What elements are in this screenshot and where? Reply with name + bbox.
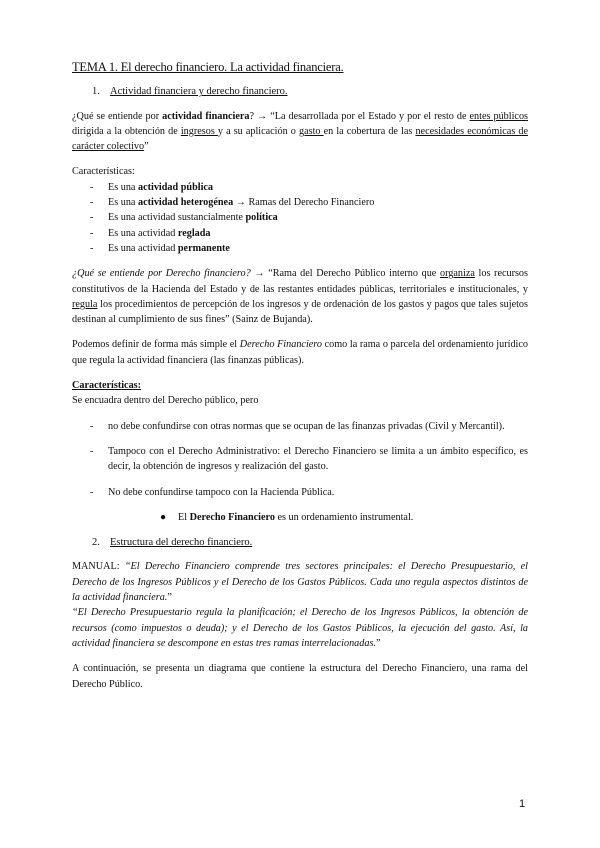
italic-term: Derecho Financiero <box>239 339 322 351</box>
text-run: y a su aplicación o <box>217 125 299 137</box>
underlined-term: entes públicos <box>469 110 529 122</box>
characteristics-heading: Características: <box>72 380 142 392</box>
underlined-term: gasto <box>299 125 324 137</box>
section-number: 1. <box>92 86 100 98</box>
underlined-term: ingresos <box>180 125 218 137</box>
dash-marker: - <box>90 420 94 432</box>
italic-question: ¿Qué se entiende por Derecho financiero? <box>72 268 251 280</box>
exclusions-list <box>72 419 528 434</box>
section-number: 2. <box>92 537 100 549</box>
section-heading-1 <box>92 84 528 99</box>
dash-marker: - <box>90 486 94 498</box>
manual-quote-2: “El Derecho Presupuestario regula la planificación; el Derecho de los Ingresos Públicos, la obtención de recursos (como impuestos o deuda); y el Derecho de los Gastos Públicos, la ejecución del gasto. Así, la actividad financiera se descompone en estas tres ramas interrelacionadas.” <box>72 607 528 649</box>
section-label: Actividad financiera y derecho financiero. <box>110 86 288 98</box>
bullet-dot-icon: ● <box>160 511 167 523</box>
list-item: - Es una actividad sustancialmente política <box>72 210 528 225</box>
paragraph-actividad-financiera <box>72 109 528 155</box>
manual-label: MANUAL: <box>72 561 125 573</box>
dash-marker: - <box>90 242 94 254</box>
bullet-instrumental: ● El Derecho Financiero es un ordenamiento instrumental. <box>160 510 528 525</box>
underlined-term: regula <box>72 298 98 310</box>
page-number: 1 <box>519 798 526 810</box>
list-item: - Tampoco con el Derecho Administrativo: el Derecho Financiero se limita a un ámbito específico, es decir, la obtención de ingresos y realización del gasto. <box>72 444 528 475</box>
paragraph-definicion: Podemos definir de forma más simple el Derecho Financiero como la rama o parcela del ordenamiento jurídico que regula la actividad financiera (las finanzas públicas). <box>72 339 528 366</box>
paragraph-diagrama: A continuación, se presenta un diagrama que contiene la estructura del Derecho Financiero, una rama del Derecho Público. <box>72 663 528 690</box>
list-item: - no debe confundirse con otras normas que se ocupan de las finanzas privadas (Civil y Mercantil). <box>72 419 528 434</box>
dash-marker: - <box>90 197 94 209</box>
list-item: - No debe confundirse tampoco con la Hacienda Pública. <box>72 485 528 500</box>
characteristics-label: Características: <box>72 166 135 178</box>
exclusions-list <box>72 444 528 475</box>
list-item: - Es una actividad permanente <box>72 241 528 256</box>
dash-marker: - <box>90 445 94 457</box>
list-item: - Es una actividad heterogénea → Ramas del Derecho Financiero <box>72 195 528 210</box>
page-title: TEMA 1. El derecho financiero. La actividad financiera. <box>72 60 344 74</box>
text-run: ” <box>144 141 149 153</box>
exclusions-list <box>72 485 528 500</box>
list-item: - Es una actividad reglada <box>72 226 528 241</box>
characteristics-list <box>72 180 528 256</box>
underlined-term: organiza <box>439 268 475 280</box>
bold-term: actividad financiera <box>162 110 250 122</box>
underlined-term: necesidades económicas de carácter colectivo <box>72 125 528 153</box>
text-run: dirigida a la obtención de <box>72 125 181 137</box>
text-run: ¿Qué se entiende por <box>72 110 163 122</box>
document-page <box>72 60 528 692</box>
manual-quote-1: MANUAL: “El Derecho Financiero comprende tres sectores principales: el Derecho Presupuestario, el Derecho de los Ingresos Públicos y el Derecho de los Gastos Públicos. Cada uno regula aspectos distintos de la actividad financiera.” <box>72 561 528 604</box>
dash-marker: - <box>90 212 94 224</box>
section-label: Estructura del derecho financiero. <box>110 537 253 549</box>
section-heading-2 <box>92 535 528 550</box>
dash-marker: - <box>90 181 94 193</box>
dash-marker: - <box>90 227 94 239</box>
list-item: - Es una actividad pública <box>72 180 528 195</box>
text-run: ? → “La desarrollada por el Estado y por el resto de <box>249 110 470 122</box>
text-run: en la cobertura de las <box>323 125 416 137</box>
characteristics-intro: Se encuadra dentro del Derecho público, pero <box>72 395 259 407</box>
paragraph-derecho-financiero: ¿Qué se entiende por Derecho financiero? → “Rama del Derecho Público interno que organiza los recursos constitutivos de la Hacienda del Estado y de las restantes entidades públicas, territoriales e institucionales, y regula los procedimientos de percepción de los ingresos y de ordenación de los gastos y pagos que tales sujetos destinan al cumplimiento de sus fines” (Sainz de Bujanda). <box>72 268 528 326</box>
